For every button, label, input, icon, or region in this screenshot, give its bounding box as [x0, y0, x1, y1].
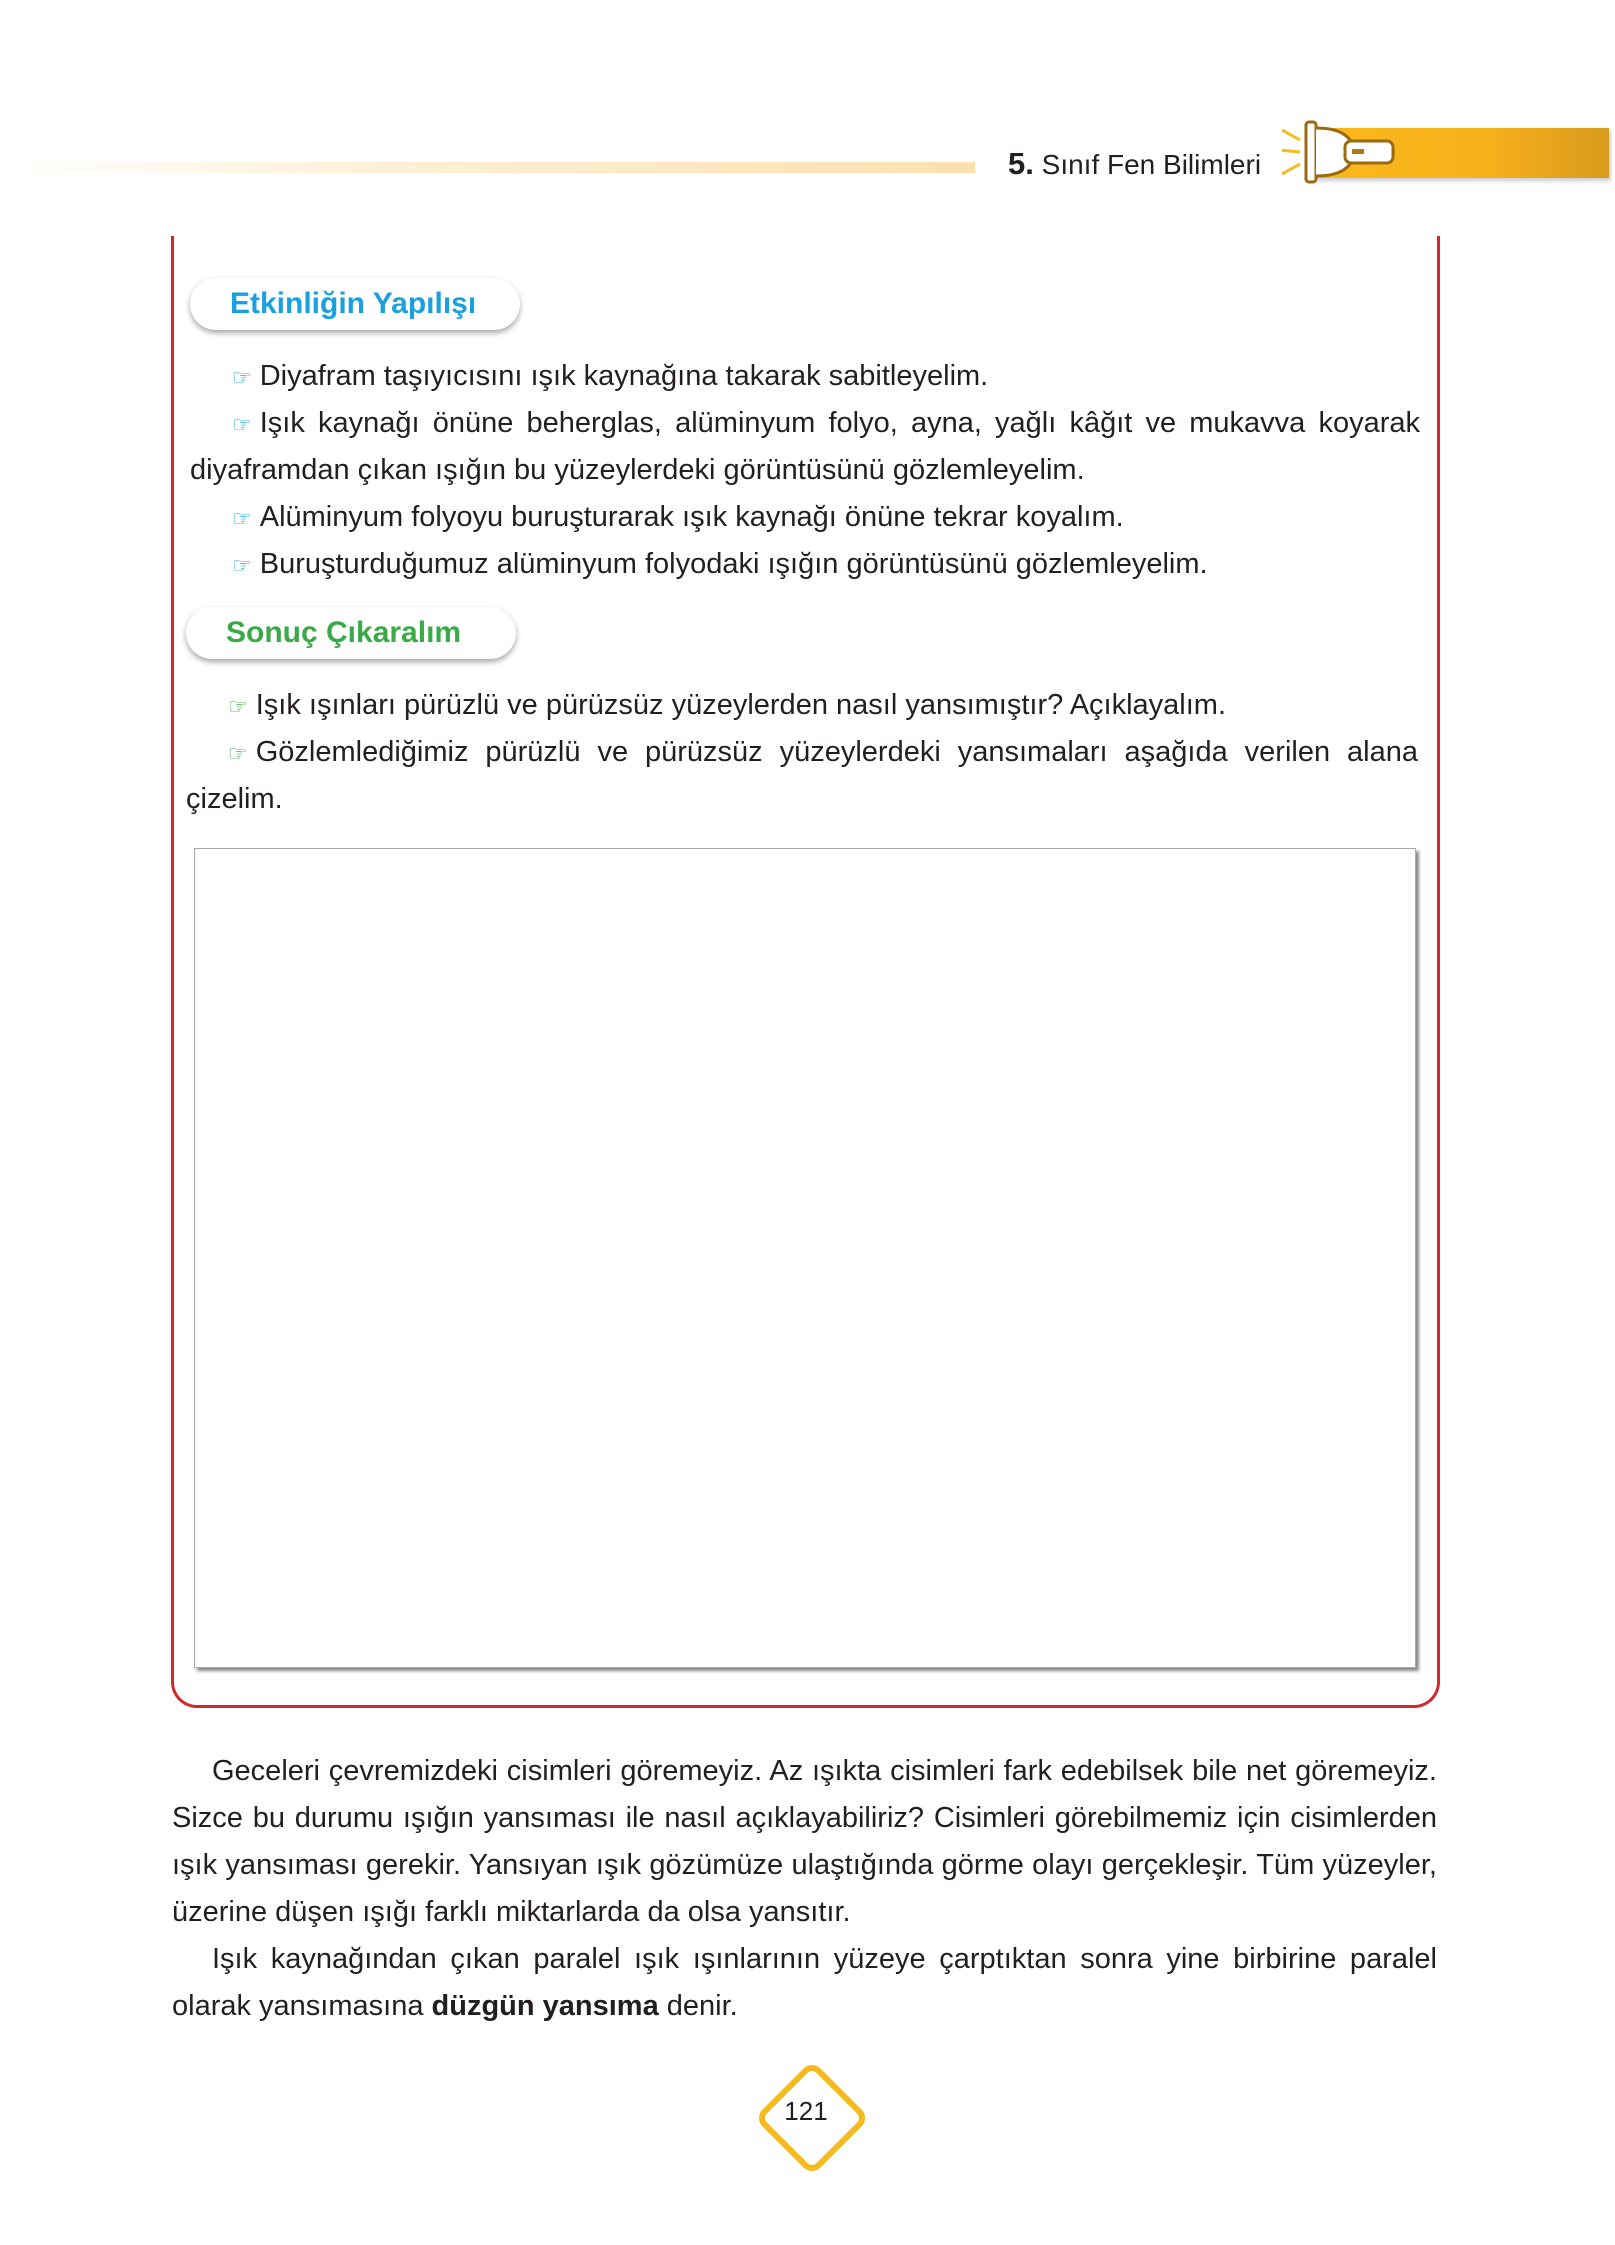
body-paragraph: Geceleri çevremizdeki cisimleri göremeyiz. Az ışıkta cisimleri fark edebilsek bile net göremeyiz. Sizce bu durumu ışığın yansıması ile nasıl açıklayabiliriz? Cisimleri görebilmemiz için cisimlerden ışık yansıması gerekir. Yansıyan ışık gözümüze ulaştığında görme olayı gerçekleşir. Tüm yüzeyler, üzerine düşen ışığı farklı miktarlarda da olsa yansıtır.	[172, 1755, 1437, 1928]
list-item-continuation: diyaframdan çıkan ışığın bu yüzeylerdeki görüntüsünü gözlemleyelim.	[190, 454, 1085, 486]
page-number: 121	[784, 2096, 828, 2126]
header-rule	[0, 162, 975, 173]
pointing-hand-icon: ☞	[232, 412, 252, 437]
list-item: ☞ Işık kaynağı önüne beherglas, alüminyum folyo, ayna, yağlı kâğıt ve mukavva koyarak	[232, 407, 1420, 439]
body-paragraph-definition: Işık kaynağından çıkan paralel ışık ışınlarının yüzeye çarptıktan sonra yine birbirine paralel olarak yansımasına düzgün yansıma denir.	[172, 1943, 1437, 2022]
pointing-hand-icon: ☞	[228, 694, 248, 719]
list-item: ☞ Diyafram taşıyıcısını ışık kaynağına takarak sabitleyelim.	[232, 360, 989, 392]
subject-name: Sınıf Fen Bilimleri	[1041, 149, 1262, 180]
list-item-continuation: çizelim.	[186, 783, 283, 815]
drawing-area[interactable]	[194, 848, 1416, 1668]
list-item: ☞ Gözlemlediğimiz pürüzlü ve pürüzsüz yüzeylerdeki yansımaları aşağıda verilen alana	[228, 736, 1418, 768]
key-term: düzgün yansıma	[431, 1990, 659, 2022]
list-item: ☞ Işık ışınları pürüzlü ve pürüzsüz yüzeylerden nasıl yansımıştır? Açıklayalım.	[228, 689, 1227, 721]
pointing-hand-icon: ☞	[228, 741, 248, 766]
grade-number: 5.	[1008, 146, 1034, 181]
pointing-hand-icon: ☞	[232, 506, 252, 531]
pointing-hand-icon: ☞	[232, 365, 252, 390]
flashlight-icon	[1282, 118, 1612, 190]
list-item: ☞ Buruşturduğumuz alüminyum folyodaki ışığın görüntüsünü gözlemleyelim.	[232, 548, 1208, 580]
list-item: ☞ Alüminyum folyoyu buruşturarak ışık kaynağı önüne tekrar koyalım.	[232, 501, 1124, 533]
header-title	[1008, 146, 1261, 182]
pointing-hand-icon: ☞	[232, 553, 252, 578]
section-title-conclusion: Sonuç Çıkaralım	[186, 607, 516, 659]
section-title-procedure: Etkinliğin Yapılışı	[190, 278, 520, 330]
